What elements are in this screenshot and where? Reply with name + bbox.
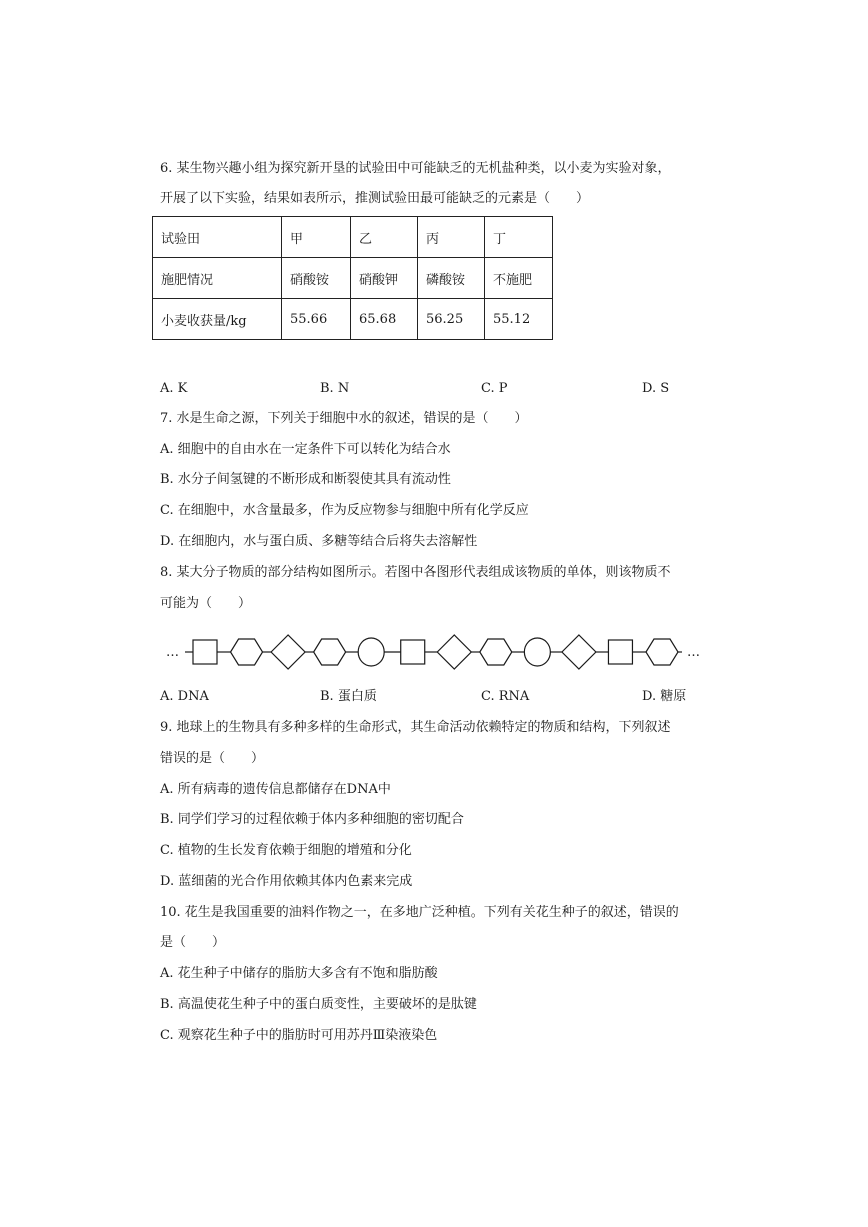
q6-option-d[interactable]: D. S	[642, 381, 670, 396]
table-row	[153, 258, 553, 299]
monomer-circle	[524, 638, 550, 666]
table-cell: 小麦收获量/kg	[153, 299, 282, 340]
q10-stem-line1: 10. 花生是我国重要的油料作物之一，在多地广泛种植。下列有关花生种子的叙述，错误的	[160, 905, 679, 920]
monomer-diamond	[271, 635, 305, 669]
q7-option-c[interactable]: C. 在细胞中，水含量最多，作为反应物参与细胞中所有化学反应	[160, 503, 529, 518]
q6-option-a[interactable]: A. K	[160, 381, 188, 396]
q7-option-d[interactable]: D. 在细胞内，水与蛋白质、多糖等结合后将失去溶解性	[160, 534, 478, 549]
table-cell: 55.66	[282, 299, 351, 340]
q8-option-a[interactable]: A. DNA	[160, 689, 209, 704]
monomer-hexagon	[480, 639, 512, 665]
q9-option-a[interactable]: A. 所有病毒的遗传信息都储存在DNA中	[160, 782, 391, 797]
q8-stem-line2: 可能为（ ）	[160, 596, 252, 611]
q6-stem-line1: 6. 某生物兴趣小组为探究新开垦的试验田中可能缺乏的无机盐种类，以小麦为实验对象，	[160, 161, 671, 176]
monomer-square	[193, 640, 217, 664]
monomer-diamond	[562, 635, 596, 669]
monomer-chain-diagram	[160, 628, 705, 676]
table-cell: 甲	[282, 217, 351, 258]
monomer-diamond	[437, 635, 471, 669]
monomer-circle	[358, 638, 384, 666]
table-cell: 乙	[351, 217, 418, 258]
q10-option-b[interactable]: B. 高温使花生种子中的蛋白质变性，主要破坏的是肽键	[160, 997, 477, 1012]
q9-option-c[interactable]: C. 植物的生长发育依赖于细胞的增殖和分化	[160, 843, 412, 858]
q8-option-b[interactable]: B. 蛋白质	[320, 689, 377, 704]
q6-stem-line2: 开展了以下实验，结果如表所示，推测试验田最可能缺乏的元素是（ ）	[160, 191, 590, 206]
monomer-hexagon	[231, 639, 263, 665]
q9-stem-line1: 9. 地球上的生物具有多种多样的生命形式，其生命活动依赖特定的物质和结构，下列叙述	[160, 720, 671, 735]
q10-stem-line2: 是（ ）	[160, 935, 226, 950]
monomer-square	[608, 640, 632, 664]
table-cell: 试验田	[153, 217, 282, 258]
table-cell: 硝酸钾	[351, 258, 418, 299]
q6-option-c[interactable]: C. P	[481, 381, 508, 396]
q7-option-b[interactable]: B. 水分子间氢键的不断形成和断裂使其具有流动性	[160, 472, 451, 487]
q9-option-b[interactable]: B. 同学们学习的过程依赖于体内多种细胞的密切配合	[160, 812, 464, 827]
table-cell: 56.25	[418, 299, 485, 340]
table-row	[153, 299, 553, 340]
q10-option-a[interactable]: A. 花生种子中储存的脂肪大多含有不饱和脂肪酸	[160, 966, 438, 981]
q10-option-c[interactable]: C. 观察花生种子中的脂肪时可用苏丹Ⅲ染液染色	[160, 1028, 438, 1043]
table-cell: 丙	[418, 217, 485, 258]
q7-option-a[interactable]: A. 细胞中的自由水在一定条件下可以转化为结合水	[160, 442, 451, 457]
q6-experiment-table	[152, 216, 553, 340]
chain-ellipsis-left: …	[166, 645, 179, 660]
q9-option-d[interactable]: D. 蓝细菌的光合作用依赖其体内色素来完成	[160, 874, 413, 889]
table-cell: 磷酸铵	[418, 258, 485, 299]
q9-stem-line2: 错误的是（ ）	[160, 751, 265, 766]
monomer-hexagon	[646, 639, 678, 665]
table-cell: 施肥情况	[153, 258, 282, 299]
table-row	[153, 217, 553, 258]
q8-stem-line1: 8. 某大分子物质的部分结构如图所示。若图中各图形代表组成该物质的单体，则该物质不	[160, 565, 671, 580]
table-cell: 不施肥	[485, 258, 553, 299]
table-cell: 丁	[485, 217, 553, 258]
q6-option-b[interactable]: B. N	[320, 381, 350, 396]
table-cell: 55.12	[485, 299, 553, 340]
monomer-hexagon	[314, 639, 346, 665]
table-cell: 硝酸铵	[282, 258, 351, 299]
table-cell: 65.68	[351, 299, 418, 340]
q7-stem: 7. 水是生命之源，下列关于细胞中水的叙述，错误的是（ ）	[160, 411, 528, 426]
monomer-square	[401, 640, 425, 664]
chain-ellipsis-right: …	[687, 645, 700, 660]
q8-option-d[interactable]: D. 糖原	[642, 689, 687, 704]
q8-option-c[interactable]: C. RNA	[481, 689, 530, 704]
